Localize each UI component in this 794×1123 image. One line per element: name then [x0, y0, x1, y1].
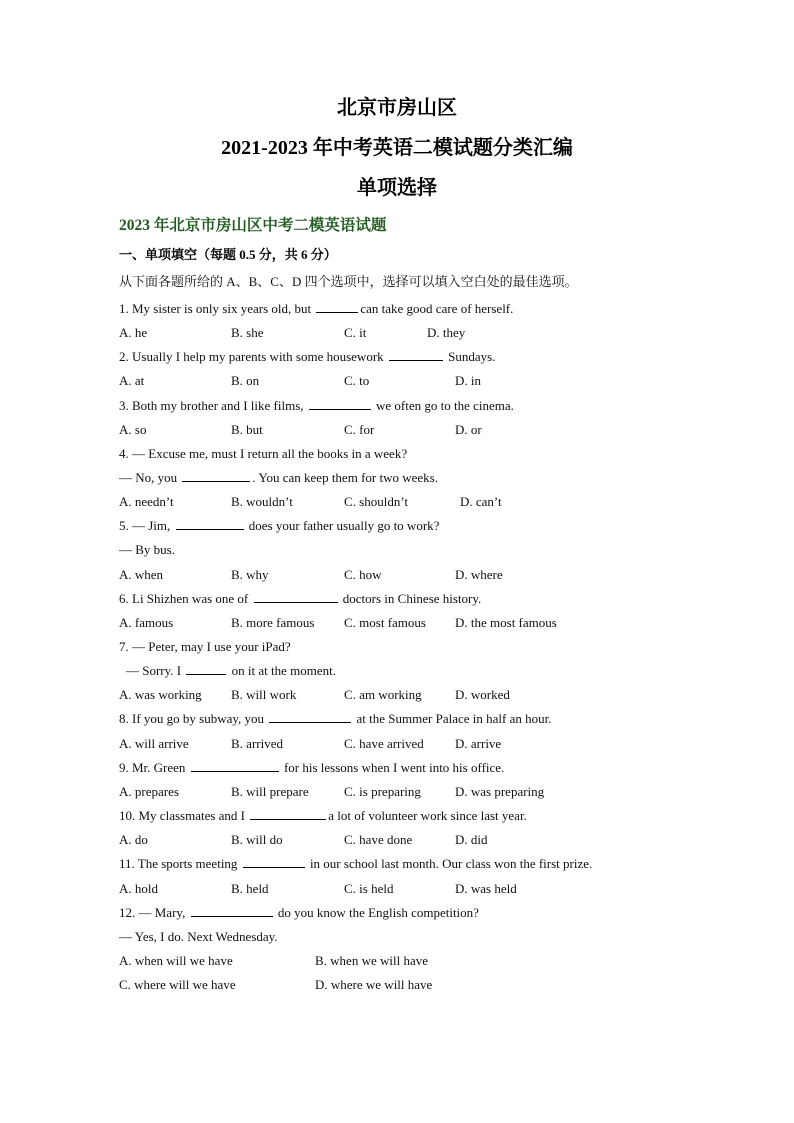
option-b: B. more famous	[231, 615, 315, 630]
option-b: B. will do	[231, 832, 283, 847]
option-a: A. will arrive	[119, 736, 189, 751]
option-b: B. held	[231, 881, 269, 896]
section-heading: 一、单项填空（每题 0.5 分，共 6 分）	[119, 247, 337, 262]
option-c: C. how	[344, 567, 382, 582]
option-b: B. why	[231, 567, 269, 582]
answer-blank	[316, 300, 358, 313]
answer-blank	[250, 807, 326, 820]
question-line: 10. My classmates and I a lot of volunteer work since last year.	[119, 808, 527, 823]
option-c: C. for	[344, 422, 375, 437]
answer-blank	[186, 662, 226, 675]
option-a: A. when	[119, 567, 164, 582]
doc-title-category: 单项选择	[357, 177, 437, 199]
answer-blank	[176, 517, 244, 530]
question-line: 5. — Jim, does your father usually go to work?	[119, 518, 440, 533]
question-line: 2. Usually I help my parents with some housework Sundays.	[119, 349, 496, 364]
option-d: D. the most famous	[455, 615, 557, 630]
option-b: B. will work	[231, 687, 297, 702]
question-line: — By bus.	[119, 542, 175, 557]
option-c: C. have arrived	[344, 736, 424, 751]
option-b: B. she	[231, 325, 264, 340]
question-line: 8. If you go by subway, you at the Summer Palace in half an hour.	[119, 711, 552, 726]
question-line: 6. Li Shizhen was one of doctors in Chinese history.	[119, 591, 482, 606]
option-d: D. was held	[455, 881, 517, 896]
option-d: D. can’t	[460, 494, 502, 509]
question-line: — Sorry. I on it at the moment.	[126, 663, 336, 678]
option-a: A. so	[119, 422, 147, 437]
option-a: A. was working	[119, 687, 202, 702]
option-c: C. to	[344, 373, 370, 388]
option-c: C. shouldn’t	[344, 494, 409, 509]
option-b: B. but	[231, 422, 263, 437]
option-c: C. am working	[344, 687, 422, 702]
answer-blank	[309, 397, 371, 410]
option-a: A. at	[119, 373, 145, 388]
question-line: 1. My sister is only six years old, but can take good care of herself.	[119, 301, 514, 316]
option-b: B. when we will have	[315, 953, 429, 968]
option-c: C. most famous	[344, 615, 426, 630]
option-d: D. where we will have	[315, 977, 433, 992]
question-line: 9. Mr. Green for his lessons when I went into his office.	[119, 760, 505, 775]
option-b: B. arrived	[231, 736, 283, 751]
option-c: C. it	[344, 325, 367, 340]
option-a: A. do	[119, 832, 148, 847]
question-line: — Yes, I do. Next Wednesday.	[119, 929, 278, 944]
question-line: 4. — Excuse me, must I return all the books in a week?	[119, 446, 408, 461]
answer-blank	[191, 904, 273, 917]
option-d: D. or	[455, 422, 482, 437]
option-d: D. where	[455, 567, 503, 582]
doc-title-region: 北京市房山区	[337, 97, 457, 119]
option-a: A. he	[119, 325, 148, 340]
option-a: A. famous	[119, 615, 174, 630]
option-a: A. when will we have	[119, 953, 233, 968]
exam-year-heading: 2023 年北京市房山区中考二模英语试题	[119, 217, 387, 234]
question-line: 11. The sports meeting in our school last month. Our class won the first prize.	[119, 856, 593, 871]
option-d: D. worked	[455, 687, 510, 702]
answer-blank	[243, 855, 305, 868]
option-c: C. is preparing	[344, 784, 421, 799]
option-b: B. will prepare	[231, 784, 309, 799]
option-b: B. on	[231, 373, 260, 388]
option-d: D. did	[455, 832, 488, 847]
option-d: D. was preparing	[455, 784, 545, 799]
doc-title-collection: 2021-2023 年中考英语二模试题分类汇编	[221, 137, 573, 159]
option-a: A. prepares	[119, 784, 179, 799]
question-line: 3. Both my brother and I like films, we often go to the cinema.	[119, 398, 514, 413]
option-c: C. is held	[344, 881, 394, 896]
answer-blank	[254, 590, 338, 603]
answer-blank	[191, 759, 279, 772]
option-d: D. arrive	[455, 736, 502, 751]
question-line: — No, you . You can keep them for two weeks.	[119, 470, 438, 485]
option-c: C. where will we have	[119, 977, 236, 992]
option-c: C. have done	[344, 832, 413, 847]
answer-blank	[389, 348, 443, 361]
option-a: A. hold	[119, 881, 158, 896]
option-d: D. in	[455, 373, 481, 388]
option-d: D. they	[427, 325, 466, 340]
answer-blank	[182, 469, 250, 482]
question-line: 12. — Mary, do you know the English competition?	[119, 905, 479, 920]
instructions: 从下面各题所给的 A、B、C、D 四个选项中，选择可以填入空白处的最佳选项。	[119, 274, 578, 289]
answer-blank	[269, 710, 351, 723]
option-b: B. wouldn’t	[231, 494, 293, 509]
option-a: A. needn’t	[119, 494, 174, 509]
question-line: 7. — Peter, may I use your iPad?	[119, 639, 291, 654]
